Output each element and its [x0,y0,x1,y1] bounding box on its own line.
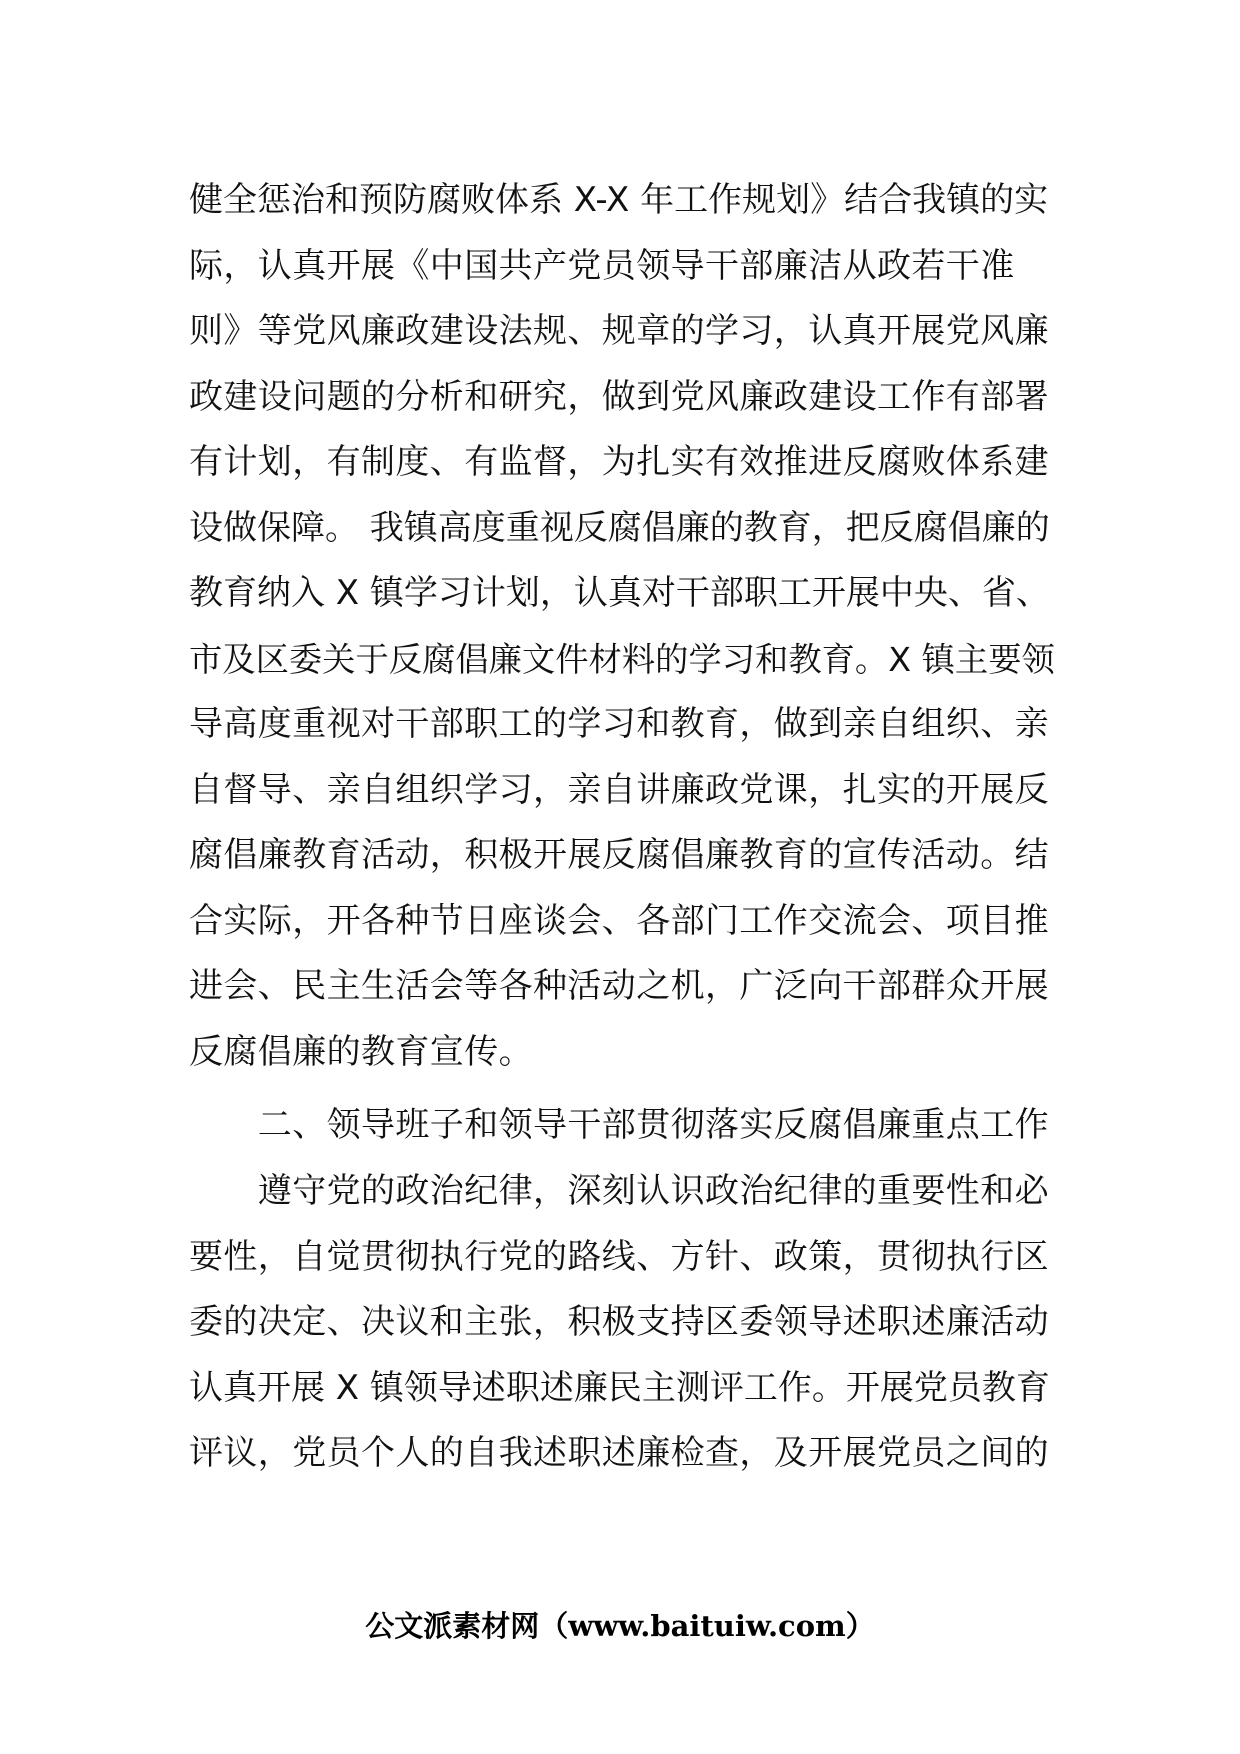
text-line: 合实际，开各种节日座谈会、各部门工作交流会、项目推 [189,900,1049,941]
text-line: 进会、民主生活会等各种活动之机，广泛向干部群众开展 [189,966,1049,1006]
text-line: 自督导、亲自组织学习，亲自讲廉政党课，扎实的开展反 [189,769,1049,810]
text-line: 导高度重视对干部职工的学习和教育，做到亲自组织、亲 [189,704,1049,744]
text-line: 则》等党风廉政建设法规、规章的学习，认真开展党风廉 [189,311,1049,351]
text-line: 反腐倡廉的教育宣传。 [189,1031,533,1072]
text-line: 认真开展 X 镇领导述职述廉民主测评工作。开展党员教育 [189,1367,1050,1408]
text-line: 市及区委关于反腐倡廉文件材料的学习和教育。X 镇主要领 [189,639,1055,679]
text-line: 委的决定、决议和主张，积极支持区委领导述职述廉活动 [189,1302,1049,1342]
text-line: 有计划，有制度、有监督，为扎实有效推进反腐败体系建 [189,442,1049,482]
text-line: 际，认真开展《中国共产党员领导干部廉洁从政若干准 [189,245,1015,286]
text-line: 遵守党的政治纪律，深刻认识政治纪律的重要性和必 [189,1171,1049,1211]
section-heading-text: 二、领导班子和领导干部贯彻落实反腐倡廉重点工作 [189,1105,1049,1145]
text-line: 评议，党员个人的自我述职述廉检查，及开展党员之间的 [189,1433,1049,1473]
body-paragraph-1 [189,168,1055,1085]
text-line: 教育纳入 X 镇学习计划，认真对干部职工开展中央、省、 [189,573,1050,613]
text-line: 设做保障。 我镇高度重视反腐倡廉的教育，把反腐倡廉的 [189,507,1050,548]
text-line: 要性，自觉贯彻执行党的路线、方针、政策，贯彻执行区 [189,1236,1049,1277]
body-paragraph-2 [189,1159,1055,1487]
text-line: 腐倡廉教育活动，积极开展反腐倡廉教育的宣传活动。结 [189,835,1049,875]
text-line: 健全惩治和预防腐败体系 X-X 年工作规划》结合我镇的实 [189,180,1049,220]
footer-watermark: 公文派素材网（www.baituiw.com） [365,1609,875,1643]
text-line: 政建设问题的分析和研究，做到党风廉政建设工作有部署 [189,376,1049,417]
section-heading [189,1093,1055,1159]
